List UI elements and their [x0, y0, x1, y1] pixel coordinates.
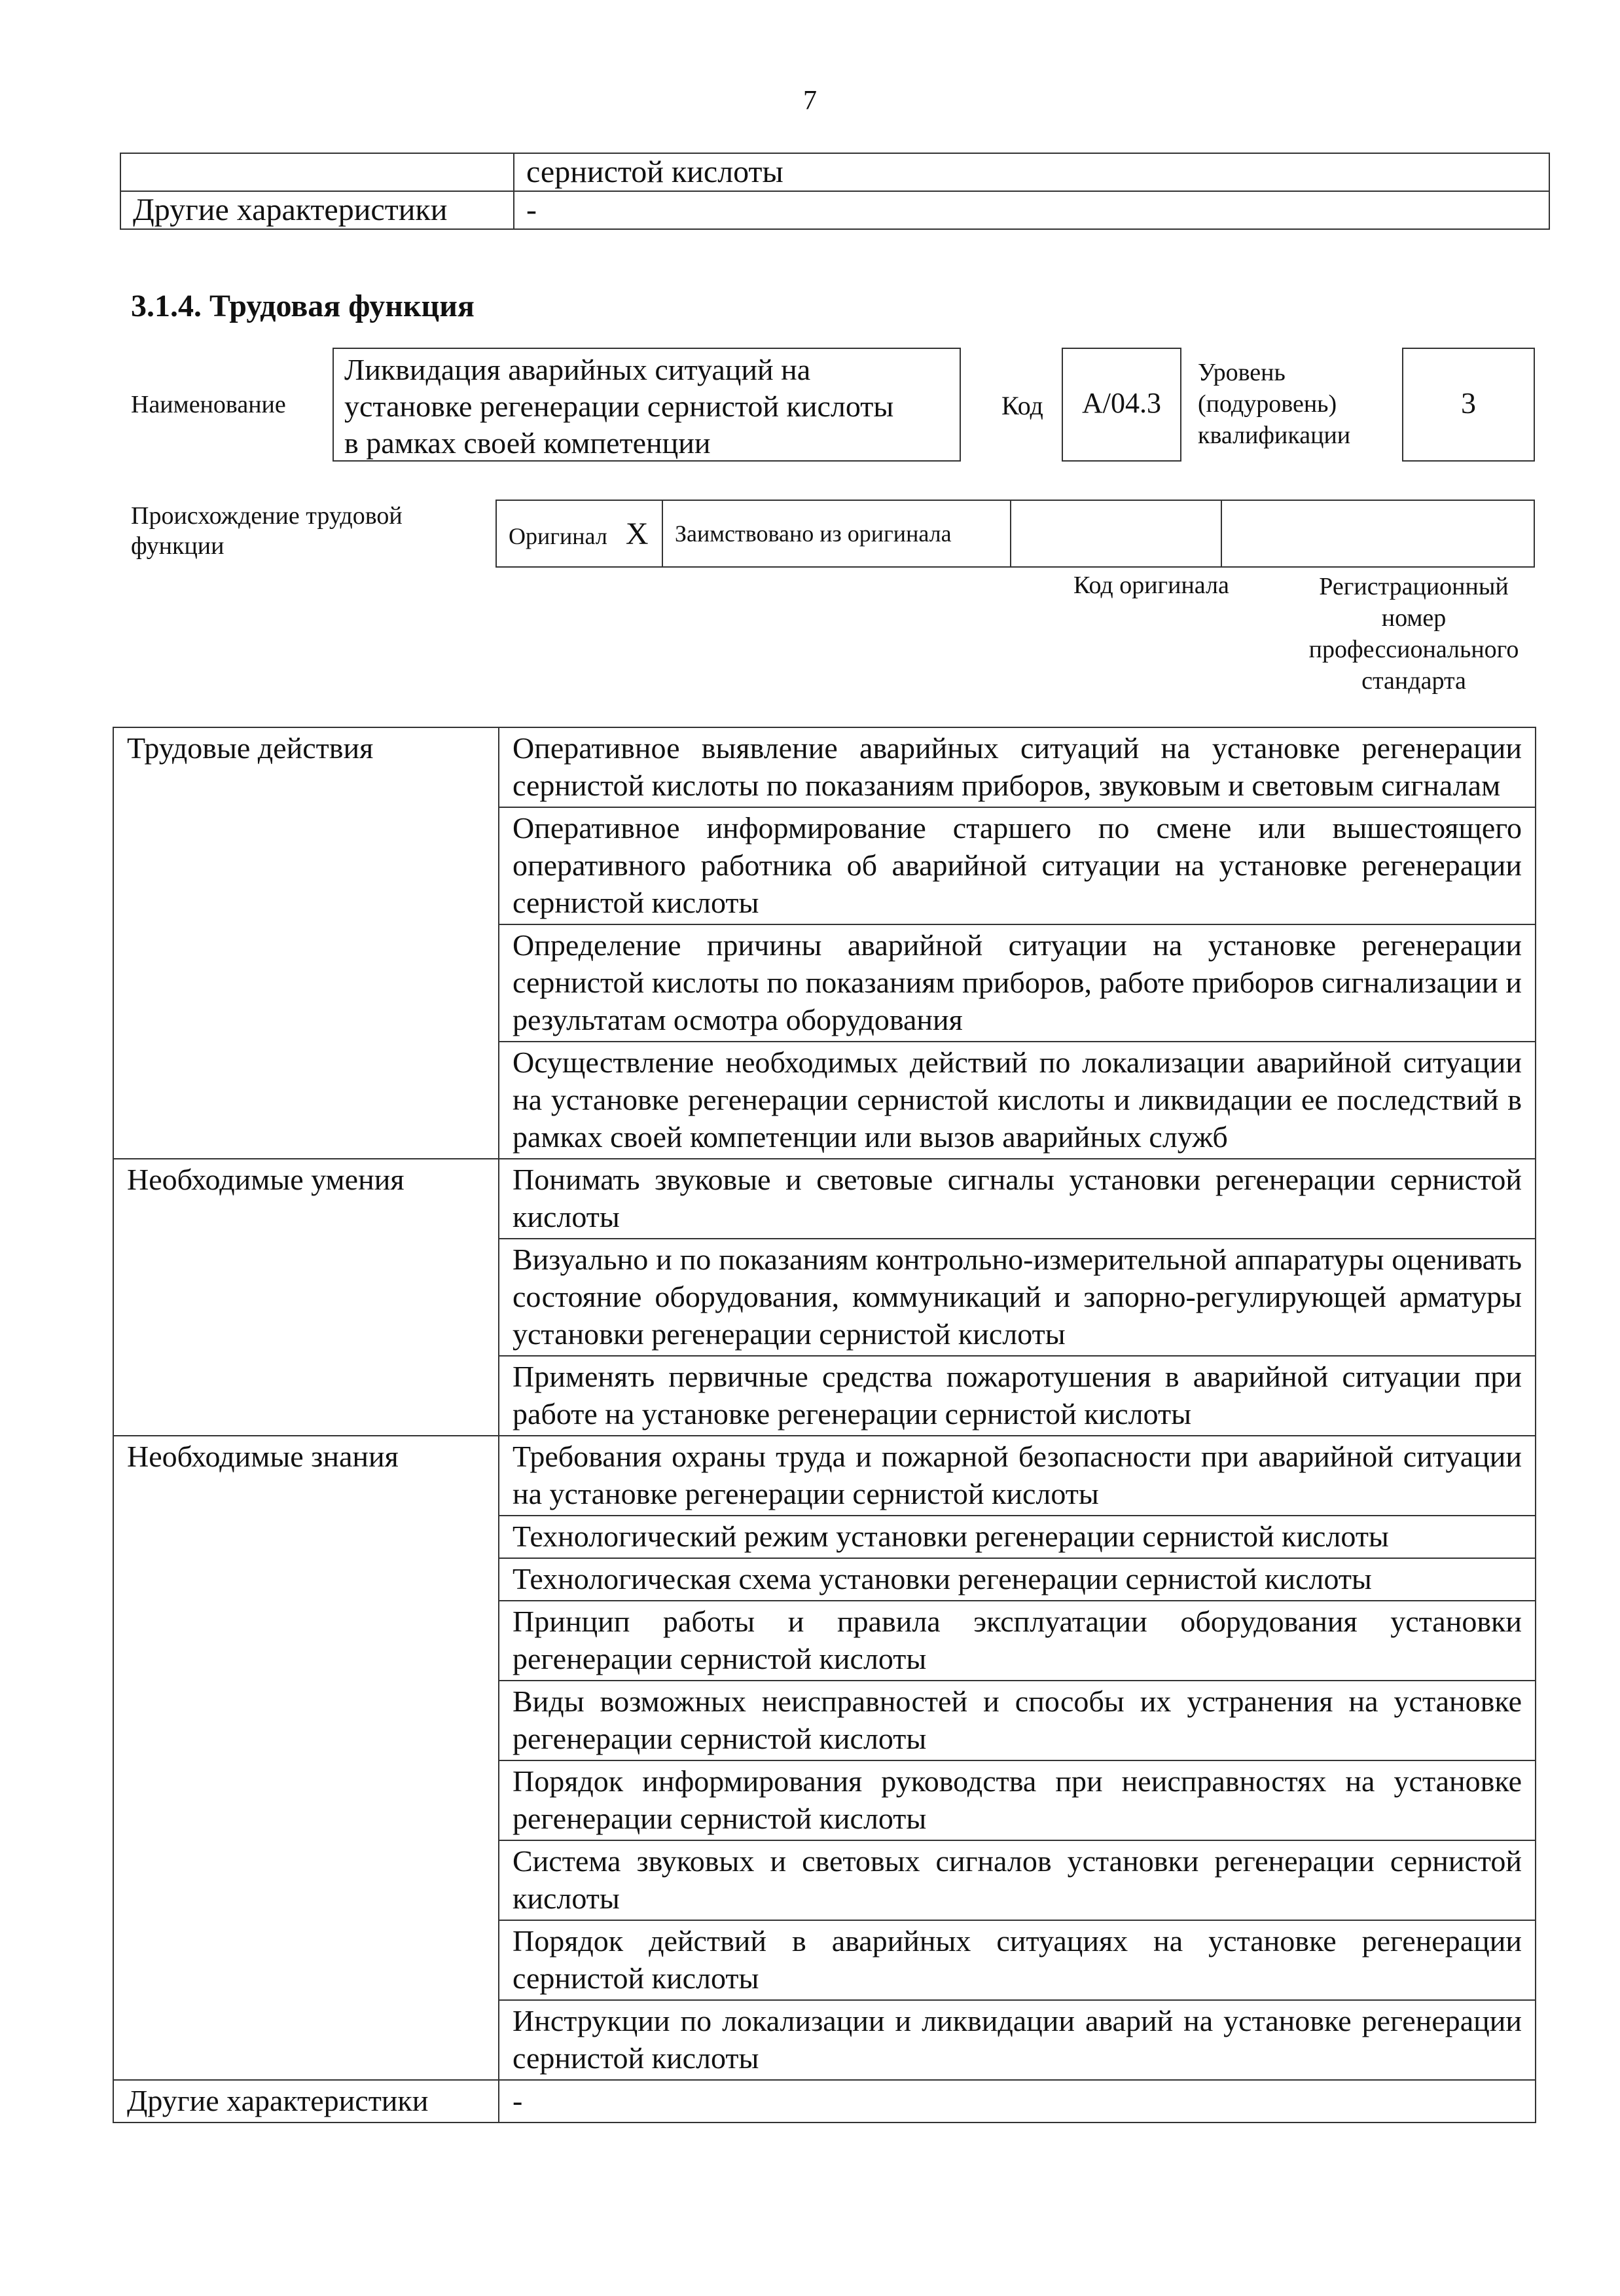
code-label: Код	[1001, 391, 1043, 420]
knowledge-item: Система звуковых и световых сигналов установки регенерации сернистой кислоты	[499, 1840, 1536, 1920]
function-name-line: в рамках своей компетенции	[344, 426, 711, 460]
skill-item: Применять первичные средства пожаротушения в аварийной ситуации при работе на установке регенерации сернистой кислоты	[499, 1356, 1536, 1436]
table-row	[120, 153, 1549, 191]
origin-label	[131, 501, 403, 561]
level-label-line: (подуровень)	[1198, 390, 1337, 418]
knowledge-item: Инструкции по локализации и ликвидации аварий на установке регенерации сернистой кислоты	[499, 2000, 1536, 2080]
labor-action-item: Осуществление необходимых действий по локализации аварийной ситуации на установке регенерации сернистой кислоты и ликвидации ее последствий в рамках своей компетенции или вызов аварийных служб	[499, 1042, 1536, 1159]
table-row	[496, 500, 1534, 567]
code-original-caption: Код оригинала	[1073, 572, 1229, 599]
reg-caption-line: профессионального	[1308, 636, 1519, 663]
table-cell-description: сернистой кислоты	[514, 153, 1549, 191]
original-mark: X	[625, 516, 649, 551]
table-row	[113, 1159, 1536, 1239]
labor-action-item: Определение причины аварийной ситуации на установке регенерации сернистой кислоты по показаниям приборов, работе приборов сигнализации и результатам осмотра оборудования	[499, 924, 1536, 1042]
function-name-line: Ликвидация аварийных ситуаций на	[344, 353, 811, 386]
reg-caption-line: Регистрационный	[1319, 573, 1509, 600]
knowledge-item: Порядок информирования руководства при неисправностях на установке регенерации сернистой кислоты	[499, 1760, 1536, 1840]
level-label	[1198, 357, 1350, 451]
knowledge-item: Виды возможных неисправностей и способы их устранения на установке регенерации сернистой кислоты	[499, 1681, 1536, 1760]
knowledge-item: Технологический режим установки регенерации сернистой кислоты	[499, 1516, 1536, 1558]
category-labor-actions: Трудовые действия	[113, 727, 499, 1159]
table-row	[113, 727, 1536, 807]
category-other: Другие характеристики	[113, 2080, 499, 2123]
level-label-line: квалификации	[1198, 422, 1351, 449]
table-cell-label: Другие характеристики	[120, 191, 514, 229]
borrowed-cell: Заимствовано из оригинала	[662, 500, 1011, 567]
knowledge-item: Порядок действий в аварийных ситуациях на установке регенерации сернистой кислоты	[499, 1920, 1536, 2000]
function-details-table	[113, 727, 1536, 2123]
reg-caption-line: номер	[1381, 604, 1447, 632]
knowledge-item: Требования охраны труда и пожарной безопасности при аварийной ситуации на установке регенерации сернистой кислоты	[499, 1436, 1536, 1516]
category-required-skills: Необходимые умения	[113, 1159, 499, 1436]
table-row	[113, 2080, 1536, 2123]
origin-label-line: функции	[131, 532, 225, 560]
reg-number-caption	[1283, 571, 1545, 697]
table-cell-value: -	[514, 191, 1549, 229]
knowledge-item: Технологическая схема установки регенерации сернистой кислоты	[499, 1558, 1536, 1601]
skill-item: Понимать звуковые и световые сигналы установки регенерации сернистой кислоты	[499, 1159, 1536, 1239]
level-value-box: 3	[1402, 348, 1535, 462]
name-label: Наименование	[131, 391, 286, 418]
labor-action-item: Оперативное информирование старшего по смене или вышестоящего оперативного работника об аварийной ситуации на установке регенерации сернистой кислоты	[499, 807, 1536, 924]
original-cell	[496, 500, 662, 567]
section-heading: 3.1.4. Трудовая функция	[131, 289, 475, 323]
table-cell-empty	[120, 153, 514, 191]
table-row	[120, 191, 1549, 229]
origin-label-line: Происхождение трудовой	[131, 502, 403, 530]
continuation-table	[120, 153, 1550, 230]
function-name-line: установке регенерации сернистой кислоты	[344, 390, 894, 423]
origin-table	[495, 500, 1535, 568]
reg-number-cell	[1221, 500, 1534, 567]
labor-action-item: Оперативное выявление аварийных ситуаций на установке регенерации сернистой кислоты по показаниям приборов, звуковым и световым сигналам	[499, 727, 1536, 807]
category-required-knowledge: Необходимые знания	[113, 1436, 499, 2080]
code-value-box: A/04.3	[1062, 348, 1181, 462]
function-name-box	[333, 348, 961, 462]
table-row	[113, 1436, 1536, 1516]
skill-item: Визуально и по показаниям контрольно-измерительной аппаратуры оценивать состояние оборудования, коммуникаций и запорно-регулирующей арматуры установки регенерации сернистой кислоты	[499, 1239, 1536, 1356]
reg-caption-line: стандарта	[1361, 667, 1466, 695]
other-value: -	[499, 2080, 1536, 2123]
original-label: Оригинал	[509, 522, 607, 549]
page-number: 7	[803, 86, 817, 116]
knowledge-item: Принцип работы и правила эксплуатации оборудования установки регенерации сернистой кислоты	[499, 1601, 1536, 1681]
code-original-cell	[1011, 500, 1221, 567]
level-label-line: Уровень	[1198, 359, 1286, 386]
